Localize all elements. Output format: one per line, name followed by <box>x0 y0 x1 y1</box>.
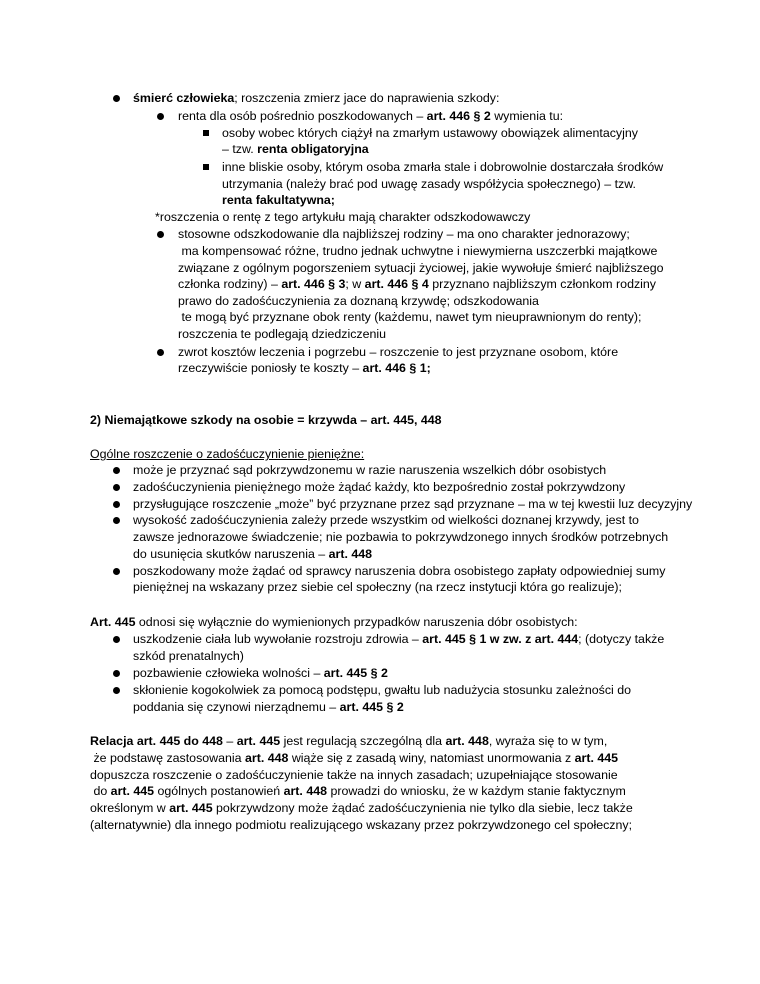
list-item-line: stosowne odszkodowanie dla najbliższej rodziny – ma ono charakter jednorazowy; <box>178 227 630 241</box>
note: *roszczenia o rentę z tego artykułu mają charakter odszkodowawczy <box>155 210 531 224</box>
list-item-line: ma kompensować różne, trudno jednak uchwytne i niewymierna uszczerbki majątkowe <box>181 244 658 258</box>
list-item-line: szkód prenatalnych) <box>133 649 244 663</box>
bullet-dot-icon <box>113 95 120 102</box>
paragraph-intro: Art. 445 odnosi się wyłącznie do wymienionych przypadków naruszenia dóbr osobistych: <box>90 615 578 629</box>
list-item-line: rzeczywiście poniosły te koszty – art. 446 § 1; <box>178 361 431 375</box>
bullet-square-icon <box>203 130 209 136</box>
paragraph-line: dopuszcza roszczenie o zadośćuczynienie także na innych zasadach; uzupełniające stosowanie <box>90 768 618 782</box>
list-item-line: – tzw. renta obligatoryjna <box>222 142 369 156</box>
bullet-dot-icon <box>113 636 120 643</box>
list-item-line: wysokość zadośćuczynienia zależy przede wszystkim od wielkości doznanej krzywdy, jest to <box>133 513 639 527</box>
bullet-dot-icon <box>157 231 164 238</box>
list-item-line: związane z ogólnym pogorszeniem sytuacji życiowej, jakie wywołuje śmierć najbliższego <box>178 261 664 275</box>
list-item: może je przyznać sąd pokrzywdzonemu w razie naruszenia wszelkich dóbr osobistych <box>133 463 607 477</box>
list-item-line: roszczenia te podlegają dziedziczeniu <box>178 327 387 341</box>
list-item-line: renta fakultatywna; <box>222 193 335 207</box>
paragraph-line: do art. 445 ogólnych postanowień art. 448 prowadzi do wniosku, że w każdym stanie faktycznym <box>90 784 626 798</box>
list-item-line: do usunięcia skutków naruszenia – art. 448 <box>133 547 373 561</box>
list-item-line: zawsze jednorazowe świadczenie; nie pozbawia to pokrzywdzonego innych środków potrzebnych <box>133 530 669 544</box>
bullet-dot-icon <box>113 484 120 491</box>
list-item-line: osoby wobec których ciążył na zmarłym ustawowy obowiązek alimentacyjny <box>222 126 638 140</box>
list-item-line: skłonienie kogokolwiek za pomocą podstępu, gwałtu lub nadużycia stosunku zależności do <box>133 683 631 697</box>
subheading: Ogólne roszczenie o zadośćuczynienie pieniężne: <box>90 447 365 461</box>
list-item-line: poszkodowany może żądać od sprawcy naruszenia dobra osobistego zapłaty odpowiedniej sumy <box>133 564 666 578</box>
section-heading: 2) Niemajątkowe szkody na osobie = krzywda – art. 445, 448 <box>90 413 442 427</box>
list-item-line: inne bliskie osoby, którym osoba zmarła stale i dobrowolnie dostarczała środków <box>222 160 664 174</box>
list-item-line: zwrot kosztów leczenia i pogrzebu – roszczenie to jest przyznane osobom, które <box>178 345 619 359</box>
bullet-square-icon <box>203 164 209 170</box>
paragraph-line: że podstawę zastosowania art. 448 wiąże się z zasadą winy, natomiast unormowania z art. 445 <box>90 751 619 765</box>
bullet-dot-icon <box>157 349 164 356</box>
paragraph-line: Relacja art. 445 do 448 – art. 445 jest regulacją szczególną dla art. 448, wyraża się to w tym, <box>90 734 608 748</box>
list-item-line: poddania się czynowi nierządnemu – art. 445 § 2 <box>133 700 404 714</box>
bullet-dot-icon <box>113 467 120 474</box>
list-item: zadośćuczynienia pieniężnego może żądać każdy, kto bezpośrednio został pokrzywdzony <box>133 480 626 494</box>
bullet-dot-icon <box>157 113 164 120</box>
bullet-dot-icon <box>113 670 120 677</box>
paragraph-line: (alternatywnie) dla innego podmiotu realizującego wskazany przez pokrzywdzonego cel społeczny; <box>90 818 633 832</box>
bullet-dot-icon <box>113 568 120 575</box>
paragraph-line: określonym w art. 445 pokrzywdzony może żądać zadośćuczynienia nie tylko dla siebie, lecz także <box>90 801 633 815</box>
list-item-line: członka rodziny) – art. 446 § 3; w art. 446 § 4 przyznano najbliższym członkom rodziny <box>178 277 656 291</box>
list-item-line: uszkodzenie ciała lub wywołanie rozstroju zdrowia – art. 445 § 1 w zw. z art. 444; (dotyczy także <box>133 632 665 646</box>
list-item: renta dla osób pośrednio poszkodowanych – art. 446 § 2 wymienia tu: <box>178 109 564 123</box>
list-item-line: utrzymania (należy brać pod uwagę zasady współżycia społecznego) – tzw. <box>222 177 636 191</box>
list-item: przysługujące roszczenie „może” być przyznane przez sąd przyznane – ma w tej kwestii luz decyzyjny <box>133 497 693 511</box>
list-item-line: pieniężnej na wskazany przez siebie cel społeczny (na rzecz instytucji która go realizuje); <box>133 580 622 594</box>
bullet-dot-icon <box>113 501 120 508</box>
list-item: pozbawienie człowieka wolności – art. 445 § 2 <box>133 666 388 680</box>
list-item-line: prawo do zadośćuczynienia za doznaną krzywdę; odszkodowania <box>178 294 539 308</box>
list-item-line: te mogą być przyznane obok renty (każdemu, nawet tym nieuprawnionym do renty); <box>181 310 642 324</box>
bullet-dot-icon <box>113 517 120 524</box>
bullet-dot-icon <box>113 687 120 694</box>
list-item: śmierć człowieka; roszczenia zmierz jace do naprawienia szkody: <box>133 91 500 105</box>
